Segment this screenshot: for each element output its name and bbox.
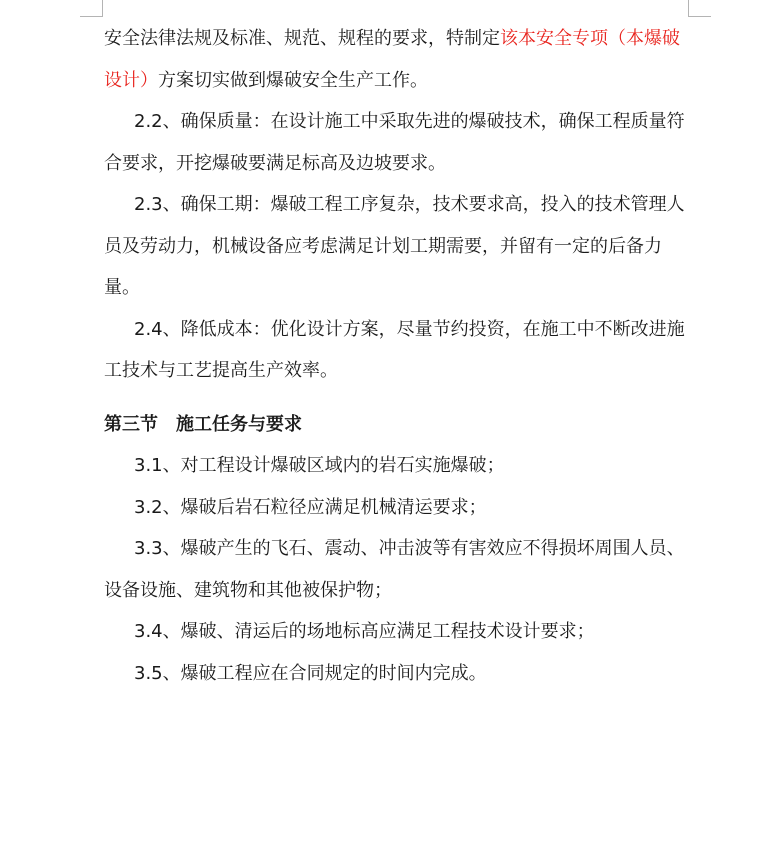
paragraph-3-3: 3.3、爆破产生的飞石、震动、冲击波等有害效应不得损坏周围人员、设备设施、建筑物和其他被保护物； [104, 538, 685, 601]
paragraph-3-5: 3.5、爆破工程应在合同规定的时间内完成。 [134, 662, 487, 684]
document-body [104, 18, 694, 694]
crop-mark-top-left [80, 0, 103, 17]
paragraph-2-3: 2.3、确保工期：爆破工程工序复杂，技术要求高，投入的技术管理人员及劳动力，机械设备应考虑满足计划工期需要，并留有一定的后备力量。 [104, 194, 685, 298]
paragraph-3-2: 3.2、爆破后岩石粒径应满足机械清运要求； [134, 496, 487, 518]
section-number: 第三节 [104, 413, 158, 435]
intro-highlight-text: 该本安全专项（本爆破设计） [104, 28, 680, 91]
paragraph-2-4: 2.4、降低成本：优化设计方案，尽量节约投资，在施工中不断改进施工技术与工艺提高生产效率。 [104, 318, 685, 381]
intro-paragraph [104, 18, 694, 101]
section-title: 施工任务与要求 [176, 413, 302, 435]
intro-text-suffix: 方案切实做到爆破安全生产工作。 [158, 69, 428, 91]
crop-mark-top-right [688, 0, 711, 17]
section-heading [104, 404, 694, 446]
paragraph-3-4: 3.4、爆破、清运后的场地标高应满足工程技术设计要求； [134, 621, 595, 642]
paragraph-2-2: 2.2、确保质量：在设计施工中采取先进的爆破技术，确保工程质量符合要求，开挖爆破要满足标高及边坡要求。 [104, 111, 685, 174]
intro-text-prefix: 安全法律法规及标准、规范、规程的要求，特制定 [104, 28, 500, 49]
paragraph-3-1: 3.1、对工程设计爆破区域内的岩石实施爆破； [134, 455, 505, 476]
